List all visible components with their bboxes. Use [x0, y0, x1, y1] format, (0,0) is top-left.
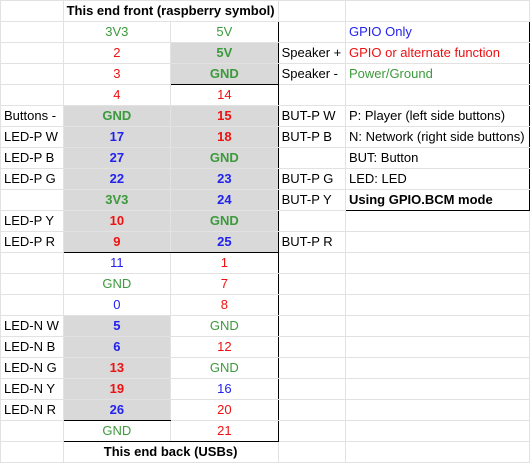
- left-label-cell[interactable]: LED-P R: [1, 232, 64, 253]
- legend-cell[interactable]: [345, 85, 529, 106]
- pin-even-cell[interactable]: 21: [171, 421, 279, 442]
- pin-row: [1, 295, 530, 316]
- right-label-cell[interactable]: [278, 358, 345, 379]
- pin-odd-cell[interactable]: 9: [63, 232, 171, 253]
- left-label-cell[interactable]: LED-N Y: [1, 379, 64, 400]
- pin-row: [1, 64, 530, 85]
- header-row-back: [1, 442, 530, 463]
- pin-row: [1, 85, 530, 106]
- header-empty-right[interactable]: [278, 1, 345, 22]
- header-empty-legend[interactable]: [345, 1, 529, 22]
- legend-cell[interactable]: [345, 358, 529, 379]
- right-label-cell[interactable]: [278, 316, 345, 337]
- right-label-cell[interactable]: [278, 295, 345, 316]
- pin-row: [1, 127, 530, 148]
- legend-cell[interactable]: [345, 274, 529, 295]
- right-label-cell[interactable]: [278, 400, 345, 421]
- pin-odd-cell[interactable]: 19: [63, 379, 171, 400]
- left-label-cell[interactable]: Buttons -: [1, 106, 64, 127]
- pin-even-cell[interactable]: 8: [171, 295, 279, 316]
- pin-row: [1, 211, 530, 232]
- right-label-cell[interactable]: BUT-P B: [278, 127, 345, 148]
- legend-cell[interactable]: GPIO Only: [345, 22, 529, 43]
- right-label-cell[interactable]: BUT-P R: [278, 232, 345, 253]
- pin-odd-cell[interactable]: 3V3: [63, 190, 171, 211]
- pin-row: [1, 190, 530, 211]
- left-label-cell[interactable]: [1, 274, 64, 295]
- pin-even-cell[interactable]: 12: [171, 337, 279, 358]
- right-label-cell[interactable]: [278, 253, 345, 274]
- pin-even-cell[interactable]: 14: [171, 85, 279, 106]
- footer-empty-right[interactable]: [278, 442, 345, 463]
- pin-odd-cell[interactable]: 5: [63, 316, 171, 337]
- right-label-cell[interactable]: [278, 337, 345, 358]
- footer-empty-legend[interactable]: [345, 442, 529, 463]
- left-label-cell[interactable]: [1, 295, 64, 316]
- left-label-cell[interactable]: [1, 64, 64, 85]
- pin-row: [1, 316, 530, 337]
- pin-even-cell[interactable]: 16: [171, 379, 279, 400]
- front-end-title[interactable]: This end front (raspberry symbol): [63, 1, 278, 22]
- back-end-title[interactable]: This end back (USBs): [63, 442, 278, 463]
- pin-row: [1, 106, 530, 127]
- right-label-cell[interactable]: Speaker +: [278, 43, 345, 64]
- header-row-front: [1, 1, 530, 22]
- pin-even-cell[interactable]: GND: [171, 64, 279, 85]
- left-label-cell[interactable]: [1, 85, 64, 106]
- pin-odd-cell[interactable]: 11: [63, 253, 171, 274]
- header-empty-left[interactable]: [1, 1, 64, 22]
- pin-even-cell[interactable]: 18: [171, 127, 279, 148]
- right-label-cell[interactable]: BUT-P W: [278, 106, 345, 127]
- pin-even-cell[interactable]: GND: [171, 358, 279, 379]
- legend-cell[interactable]: [345, 295, 529, 316]
- left-label-cell[interactable]: LED-N R: [1, 400, 64, 421]
- footer-empty-left[interactable]: [1, 442, 64, 463]
- pin-odd-cell[interactable]: 13: [63, 358, 171, 379]
- left-label-cell[interactable]: LED-N B: [1, 337, 64, 358]
- pin-even-cell[interactable]: 24: [171, 190, 279, 211]
- pin-row: [1, 337, 530, 358]
- legend-cell[interactable]: [345, 421, 529, 442]
- pin-even-cell[interactable]: 7: [171, 274, 279, 295]
- pin-row: [1, 358, 530, 379]
- left-label-cell[interactable]: LED-N W: [1, 316, 64, 337]
- right-label-cell[interactable]: BUT-P Y: [278, 190, 345, 211]
- legend-cell[interactable]: [345, 253, 529, 274]
- legend-cell[interactable]: [345, 211, 529, 232]
- right-label-cell[interactable]: [278, 421, 345, 442]
- right-label-cell[interactable]: [278, 274, 345, 295]
- legend-cell[interactable]: Using GPIO.BCM mode: [345, 190, 529, 211]
- right-label-cell[interactable]: BUT-P G: [278, 169, 345, 190]
- pin-even-cell[interactable]: 15: [171, 106, 279, 127]
- pin-odd-cell[interactable]: GND: [63, 274, 171, 295]
- pin-even-cell[interactable]: 5V: [171, 43, 279, 64]
- right-label-cell[interactable]: [278, 379, 345, 400]
- pin-odd-cell[interactable]: 17: [63, 127, 171, 148]
- left-label-cell[interactable]: [1, 421, 64, 442]
- legend-cell[interactable]: [345, 337, 529, 358]
- right-label-cell[interactable]: [278, 22, 345, 43]
- right-label-cell[interactable]: [278, 211, 345, 232]
- right-label-cell[interactable]: Speaker -: [278, 64, 345, 85]
- pin-row: [1, 421, 530, 442]
- pin-even-cell[interactable]: 25: [171, 232, 279, 253]
- pin-even-cell[interactable]: GND: [171, 211, 279, 232]
- pin-row: [1, 379, 530, 400]
- pin-odd-cell[interactable]: 3: [63, 64, 171, 85]
- pin-odd-cell[interactable]: 2: [63, 43, 171, 64]
- pin-row: [1, 148, 530, 169]
- pin-row: [1, 400, 530, 421]
- pin-odd-cell[interactable]: 22: [63, 169, 171, 190]
- pin-odd-cell[interactable]: 26: [63, 400, 171, 421]
- right-label-cell[interactable]: [278, 148, 345, 169]
- legend-cell[interactable]: [345, 232, 529, 253]
- pin-odd-cell[interactable]: 6: [63, 337, 171, 358]
- pin-row: [1, 274, 530, 295]
- legend-cell[interactable]: [345, 400, 529, 421]
- left-label-cell[interactable]: LED-N G: [1, 358, 64, 379]
- pin-odd-cell[interactable]: GND: [63, 106, 171, 127]
- pin-even-cell[interactable]: 5V: [171, 22, 279, 43]
- legend-cell[interactable]: [345, 316, 529, 337]
- pin-odd-cell[interactable]: 27: [63, 148, 171, 169]
- left-label-cell[interactable]: [1, 253, 64, 274]
- pin-even-cell[interactable]: 20: [171, 400, 279, 421]
- legend-cell[interactable]: GPIO or alternate function: [345, 43, 529, 64]
- left-label-cell[interactable]: LED-P B: [1, 148, 64, 169]
- pin-odd-cell[interactable]: 10: [63, 211, 171, 232]
- pin-odd-cell[interactable]: 3V3: [63, 22, 171, 43]
- pin-even-cell[interactable]: GND: [171, 148, 279, 169]
- legend-cell[interactable]: N: Network (right side buttons): [345, 127, 529, 148]
- legend-cell[interactable]: Power/Ground: [345, 64, 529, 85]
- pin-row: [1, 232, 530, 253]
- left-label-cell[interactable]: [1, 22, 64, 43]
- pin-even-cell[interactable]: 23: [171, 169, 279, 190]
- pin-row: [1, 169, 530, 190]
- pin-even-cell[interactable]: GND: [171, 316, 279, 337]
- legend-cell[interactable]: [345, 379, 529, 400]
- pin-row: [1, 43, 530, 64]
- pin-row: [1, 22, 530, 43]
- pin-odd-cell[interactable]: GND: [63, 421, 171, 442]
- left-label-cell[interactable]: [1, 190, 64, 211]
- pin-even-cell[interactable]: 1: [171, 253, 279, 274]
- pin-row: [1, 253, 530, 274]
- left-label-cell[interactable]: [1, 43, 64, 64]
- legend-cell[interactable]: P: Player (left side buttons): [345, 106, 529, 127]
- legend-cell[interactable]: BUT: Button: [345, 148, 529, 169]
- pin-odd-cell[interactable]: 0: [63, 295, 171, 316]
- right-label-cell[interactable]: [278, 85, 345, 106]
- left-label-cell[interactable]: LED-P W: [1, 127, 64, 148]
- left-label-cell[interactable]: LED-P G: [1, 169, 64, 190]
- left-label-cell[interactable]: LED-P Y: [1, 211, 64, 232]
- legend-cell[interactable]: LED: LED: [345, 169, 529, 190]
- pin-odd-cell[interactable]: 4: [63, 85, 171, 106]
